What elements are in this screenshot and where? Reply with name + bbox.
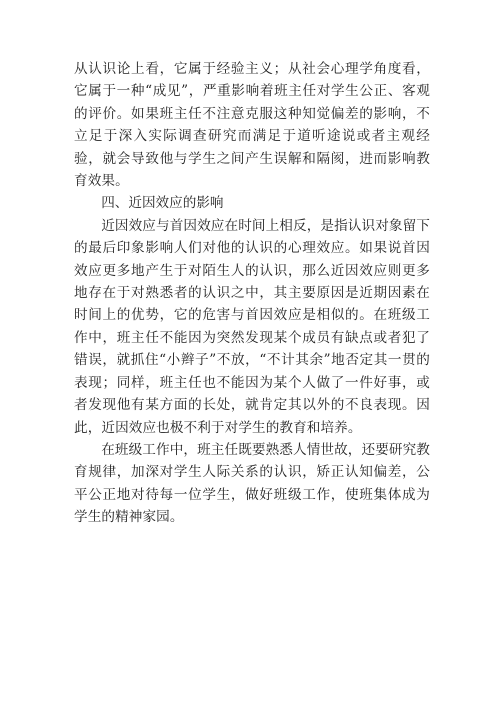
document-page: [74, 58, 430, 529]
paragraph-continued: 从认识论上看，它属于经验主义；从社会心理学角度看，它属于一种“成见”，严重影响着班主任对学生公正、客观的评价。如果班主任不注意克服这种知觉偏差的影响，不立足于深入实际调查研究而满足于道听途说或者主观经验，就会导致他与学生之间产生误解和隔阂，进而影响教育效果。: [74, 61, 430, 190]
paragraph-conclusion: 在班级工作中，班主任既要熟悉人情世故，还要研究教育规律，加深对学生人际关系的认识，矫正认知偏差，公平公正地对待每一位学生，做好班级工作，使班集体成为学生的精神家园。: [74, 441, 430, 526]
paragraph-recency-effect: 近因效应与首因效应在时间上相反，是指认识对象留下的最后印象影响人们对他的认识的心理效应。如果说首因效应更多地产生于对陌生人的认识，那么近因效应则更多地存在于对熟悉者的认识之中，其主要原因是近期因素在时间上的优势，它的危害与首因效应是相似的。在班级工作中，班主任不能因为突然发现某个成员有缺点或者犯了错误，就抓住“小辫子”不放，“不计其余”地否定其一贯的表现；同样，班主任也不能因为某个人做了一件好事，或者发现他有某方面的长处，就肯定其以外的不良表现。因此，近因效应也极不利于对学生的教育和培养。: [74, 217, 430, 436]
section-heading: 四、近因效应的影响: [101, 195, 224, 212]
